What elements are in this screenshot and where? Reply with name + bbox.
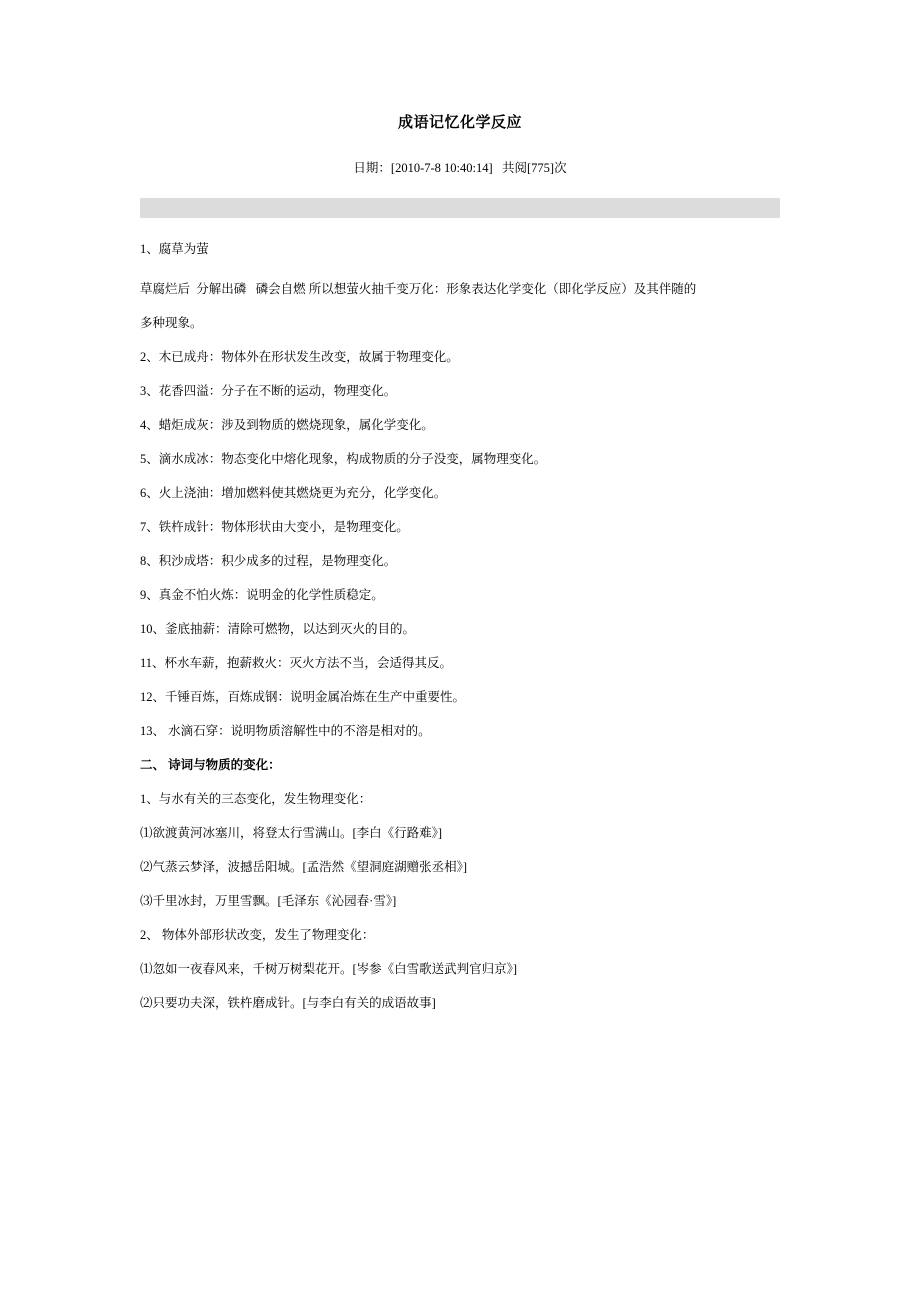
paragraph: ⑵气蒸云梦泽，波撼岳阳城。[孟浩然《望洞庭湖赠张丞相》] xyxy=(140,860,468,874)
paragraph: 9、真金不怕火炼：说明金的化学性质稳定。 xyxy=(140,588,384,602)
paragraph: 12、千锤百炼，百炼成钢：说明金属冶炼在生产中重要性。 xyxy=(140,690,466,704)
paragraph: 1、与水有关的三态变化，发生物理变化： xyxy=(140,792,372,806)
view-count: 共阅[775]次 xyxy=(502,161,567,175)
paragraph: 4、蜡炬成灰：涉及到物质的燃烧现象，属化学变化。 xyxy=(140,418,434,432)
paragraph: 2、木已成舟：物体外在形状发生改变，故属于物理变化。 xyxy=(140,350,459,364)
date-label: 日期： xyxy=(353,161,391,175)
paragraph: 6、火上浇油：增加燃料使其燃烧更为充分，化学变化。 xyxy=(140,486,447,500)
paragraph: 多种现象。 xyxy=(140,316,203,330)
paragraph: 3、花香四溢：分子在不断的运动，物理变化。 xyxy=(140,384,397,398)
date-value: [2010-7-8 10:40:14] xyxy=(390,161,493,175)
paragraph: ⑶千里冰封，万里雪飘。[毛泽东《沁园春·雪》] xyxy=(140,894,397,908)
paragraph: ⑵只要功夫深，铁杵磨成针。[与李白有关的成语故事] xyxy=(140,996,436,1010)
paragraph: 1、腐草为萤 xyxy=(140,242,209,256)
section-heading: 二、 诗词与物质的变化： xyxy=(140,758,281,772)
paragraph: 10、釜底抽薪：清除可燃物，以达到灭火的目的。 xyxy=(140,622,416,636)
divider-bar xyxy=(140,198,780,218)
paragraph: 2、 物体外部形状改变，发生了物理变化： xyxy=(140,928,375,942)
paragraph: ⑴忽如一夜春风来，千树万树梨花开。[岑参《白雪歌送武判官归京》] xyxy=(140,962,518,976)
paragraph: 13、 水滴石穿：说明物质溶解性中的不溶是相对的。 xyxy=(140,724,431,738)
meta-gap xyxy=(493,161,502,175)
document-body xyxy=(140,218,780,1020)
paragraph: ⑴欲渡黄河冰塞川，将登太行雪满山。[李白《行路难》] xyxy=(140,826,443,840)
paragraph: 8、积沙成塔：积少成多的过程，是物理变化。 xyxy=(140,554,397,568)
page-title: 成语记忆化学反应 xyxy=(397,115,522,131)
paragraph: 草腐烂后 分解出磷 磷会自燃 所以想萤火抽千变万化：形象表达化学变化（即化学反应）及其伴随的 xyxy=(140,282,697,296)
paragraph: 7、铁杵成针：物体形状由大变小，是物理变化。 xyxy=(140,520,409,534)
document-meta xyxy=(140,134,780,178)
paragraph: 5、滴水成冰：物态变化中熔化现象，构成物质的分子没变，属物理变化。 xyxy=(140,452,547,466)
paragraph: 11、杯水车薪，抱薪救火：灭火方法不当，会适得其反。 xyxy=(140,656,453,670)
